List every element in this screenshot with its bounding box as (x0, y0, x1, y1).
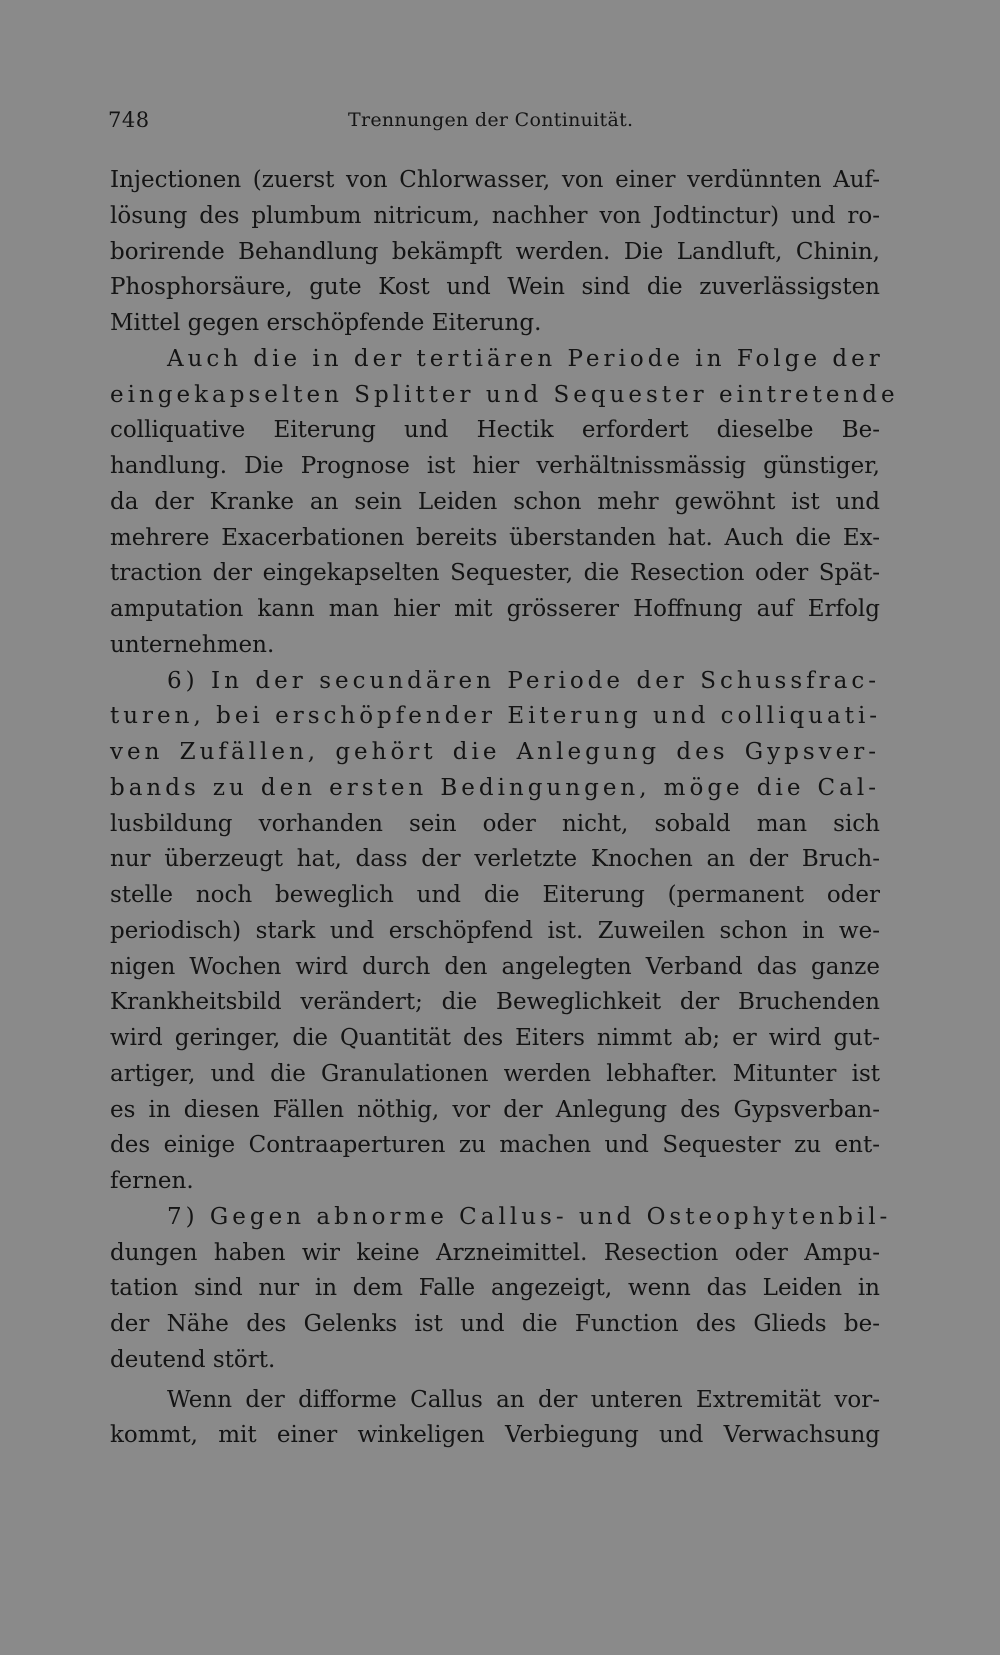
text-line: dungen haben wir keine Arzneimittel. Resection oder Ampu- (110, 1239, 880, 1266)
text-line: Auch die in der tertiären Periode in Folge der (167, 345, 884, 372)
text-line: borirende Behandlung bekämpft werden. Die Landluft, Chinin, (110, 238, 880, 265)
text-line: lusbildung vorhanden sein oder nicht, sobald man sich (110, 810, 880, 837)
text-line: der Nähe des Gelenks ist und die Function des Glieds be- (110, 1311, 880, 1337)
text-line: ven Zufällen, gehört die Anlegung des Gypsver- (110, 739, 880, 765)
text-line: da der Kranke an sein Leiden schon mehr gewöhnt ist und (110, 488, 880, 515)
text-line: eingekapselten Splitter und Sequester eintretende (110, 381, 899, 408)
text-line: Injectionen (zuerst von Chlorwasser, von einer verdünnten Auf- (110, 167, 880, 193)
text-line: traction der eingekapselten Sequester, die Resection oder Spät- (110, 560, 880, 587)
text-line: des einige Contraaperturen zu machen und Sequester zu ent- (110, 1132, 880, 1159)
text-line: fernen. (110, 1168, 194, 1194)
text-line: stelle noch beweglich und die Eiterung (permanent oder (110, 882, 880, 908)
text-line: periodisch) stark und erschöpfend ist. Zuweilen schon in we- (110, 917, 880, 944)
text-line: artiger, und die Granulationen werden lebhafter. Mitunter ist (110, 1060, 880, 1087)
text-line: nur überzeugt hat, dass der verletzte Knochen an der Bruch- (110, 846, 880, 873)
text-line: wird geringer, die Quantität des Eiters nimmt ab; er wird gut- (110, 1025, 880, 1051)
text-line: turen, bei erschöpfender Eiterung und colliquati- (110, 703, 882, 730)
text-line: colliquative Eiterung und Hectik erfordert dieselbe Be- (110, 417, 880, 444)
body-text (110, 163, 899, 1454)
text-line: 6) In der secundären Periode der Schussfrac- (167, 667, 880, 694)
text-line: Phosphorsäure, gute Kost und Wein sind die zuverlässigsten (110, 274, 880, 301)
text-line: kommt, mit einer winkeligen Verbiegung und Verwachsung (110, 1422, 880, 1449)
text-line: es in diesen Fällen nöthig, vor der Anlegung des Gypsverban- (110, 1096, 880, 1123)
running-title: Trennungen der Continuität. (348, 109, 634, 131)
text-line: Mittel gegen erschöpfende Eiterung. (110, 310, 542, 336)
text-line: Krankheitsbild verändert; die Beweglichkeit der Bruchenden (110, 989, 880, 1016)
text-line: Wenn der difforme Callus an der unteren Extremität vor- (167, 1386, 880, 1413)
page-number: 748 (108, 108, 150, 132)
text-line: nigen Wochen wird durch den angelegten Verband das ganze (110, 953, 880, 980)
text-line: 7) Gegen abnorme Callus- und Osteophytenbil- (167, 1203, 892, 1230)
text-line: mehrere Exacerbationen bereits überstanden hat. Auch die Ex- (110, 524, 880, 551)
text-line: bands zu den ersten Bedingungen, möge die Cal- (110, 774, 880, 801)
running-header (108, 108, 642, 140)
text-line: amputation kann man hier mit grösserer Hoffnung auf Erfolg (110, 596, 880, 622)
text-line: deutend stört. (110, 1346, 276, 1373)
text-line: unternehmen. (110, 631, 275, 658)
text-line: tation sind nur in dem Falle angezeigt, wenn das Leiden in (110, 1275, 880, 1302)
text-line: lösung des plumbum nitricum, nachher von Jodtinctur) und ro- (110, 202, 880, 229)
text-line: handlung. Die Prognose ist hier verhältnissmässig günstiger, (110, 453, 880, 479)
